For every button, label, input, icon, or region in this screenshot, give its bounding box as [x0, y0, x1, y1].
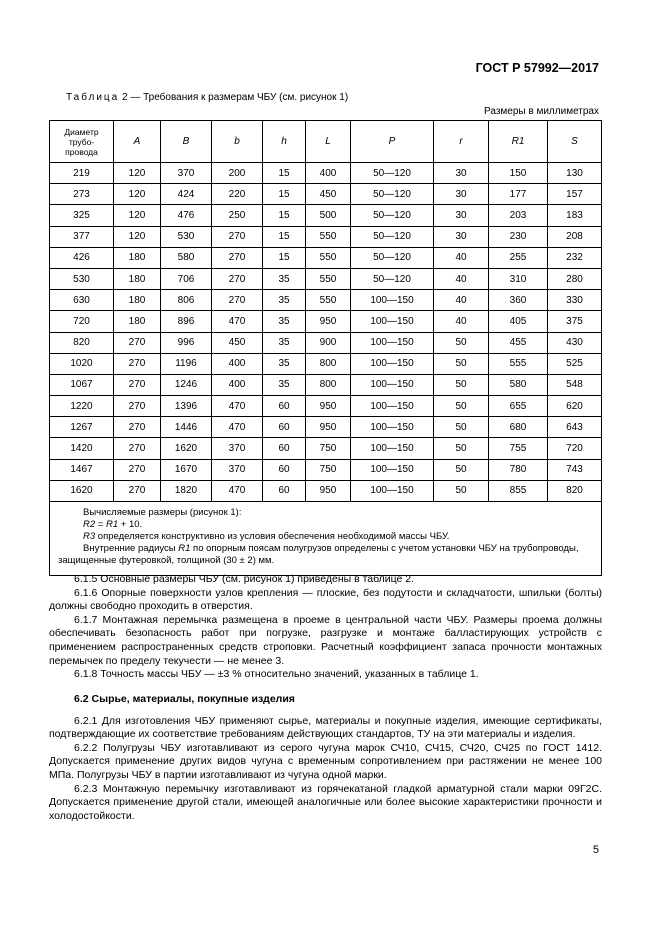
- table-cell: 1396: [161, 396, 212, 417]
- table-cell: 120: [114, 205, 161, 226]
- table-cell: 157: [548, 184, 602, 205]
- table-cell: 50—120: [351, 268, 434, 289]
- table-cell: 1467: [50, 459, 114, 480]
- section-6-1-paragraphs: [49, 573, 602, 682]
- table-cell: 50—120: [351, 226, 434, 247]
- table-row: [50, 353, 602, 374]
- table-cell: 405: [489, 311, 548, 332]
- table-cell: 50—120: [351, 205, 434, 226]
- table-cell: 230: [489, 226, 548, 247]
- table-cell: 400: [306, 163, 351, 184]
- table-cell: 580: [161, 247, 212, 268]
- table-caption-label: Таблица: [66, 92, 120, 103]
- table-cell: 800: [306, 353, 351, 374]
- table-caption-text: 2 — Требования к размерам ЧБУ (см. рисунок 1): [119, 92, 349, 103]
- table-cell: 450: [212, 332, 263, 353]
- table-cell: 40: [434, 290, 489, 311]
- table-cell: 555: [489, 353, 548, 374]
- header-col-b: b: [212, 121, 263, 163]
- table-caption: [66, 92, 348, 103]
- table-cell: 430: [548, 332, 602, 353]
- table-cell: 1067: [50, 374, 114, 395]
- table-cell: 255: [489, 247, 548, 268]
- table-cell: 270: [212, 226, 263, 247]
- note-line: Внутренние радиусы R1 по опорным поясам полугрузов определены с учетом установки ЧБУ на трубопроводы, защищенные футеровкой, толщиной (30 ± 2) мм.: [58, 543, 579, 566]
- table-row: [50, 438, 602, 459]
- table-row: [50, 374, 602, 395]
- note-line: R2 = R1 + 10.: [83, 519, 143, 530]
- table-cell: 200: [212, 163, 263, 184]
- paragraph-6-1-7: 6.1.7 Монтажная перемычка размещена в проеме в центральной части ЧБУ. Размеры проема должны обеспечивать безопасность работ при погрузке, разгрузке и монтаже балластирующих устройств с применением распространенных средств строповки. Расчетный коэффициент запаса прочности монтажных перемычек по пределу текучести — не менее 3.: [49, 613, 602, 667]
- table-cell: 35: [263, 353, 306, 374]
- table-cell: 950: [306, 417, 351, 438]
- table-cell: 60: [263, 459, 306, 480]
- table-cell: 360: [489, 290, 548, 311]
- table-cell: 530: [50, 268, 114, 289]
- table-cell: 550: [306, 247, 351, 268]
- header-col-R1: R1: [489, 121, 548, 163]
- header-col-B: B: [161, 121, 212, 163]
- document-code: ГОСТ Р 57992—2017: [475, 61, 599, 75]
- table-cell: 100—150: [351, 438, 434, 459]
- table-cell: 476: [161, 205, 212, 226]
- table-row: [50, 459, 602, 480]
- table-cell: 60: [263, 417, 306, 438]
- table-cell: 743: [548, 459, 602, 480]
- table-cell: 15: [263, 205, 306, 226]
- table-cell: 1820: [161, 480, 212, 501]
- section-heading-6-2: 6.2 Сырье, материалы, покупные изделия: [74, 693, 295, 705]
- table-cell: 1246: [161, 374, 212, 395]
- table-cell: 270: [114, 459, 161, 480]
- table-cell: 270: [114, 480, 161, 501]
- table-cell: 180: [114, 247, 161, 268]
- header-col-S: S: [548, 121, 602, 163]
- table-cell: 50: [434, 480, 489, 501]
- table-cell: 50: [434, 417, 489, 438]
- table-cell: 470: [212, 480, 263, 501]
- table-cell: 426: [50, 247, 114, 268]
- table-cell: 375: [548, 311, 602, 332]
- table-cell: 630: [50, 290, 114, 311]
- table-row: [50, 396, 602, 417]
- table-cell: 100—150: [351, 374, 434, 395]
- table-cell: 100—150: [351, 417, 434, 438]
- table-cell: 643: [548, 417, 602, 438]
- table-cell: 60: [263, 480, 306, 501]
- table-cell: 270: [212, 268, 263, 289]
- table-cell: 996: [161, 332, 212, 353]
- table-cell: 720: [548, 438, 602, 459]
- table-cell: 896: [161, 311, 212, 332]
- table-row: [50, 205, 602, 226]
- table-cell: 270: [114, 396, 161, 417]
- table-cell: 755: [489, 438, 548, 459]
- table-cell: 424: [161, 184, 212, 205]
- table-cell: 580: [489, 374, 548, 395]
- table-cell: 820: [50, 332, 114, 353]
- table-cell: 120: [114, 163, 161, 184]
- table-cell: 250: [212, 205, 263, 226]
- table-units: Размеры в миллиметрах: [484, 106, 599, 117]
- table-cell: 680: [489, 417, 548, 438]
- table-cell: 450: [306, 184, 351, 205]
- section-6-2: [49, 693, 602, 823]
- table-cell: 470: [212, 417, 263, 438]
- header-line: провода: [65, 146, 98, 157]
- table-cell: 273: [50, 184, 114, 205]
- table-cell: 900: [306, 332, 351, 353]
- table-cell: 120: [114, 184, 161, 205]
- paragraph-6-1-8: 6.1.8 Точность массы ЧБУ — ±3 % относительно значений, указанных в таблице 1.: [74, 668, 479, 681]
- note-line: R3 определяется конструктивно из условия обеспечения необходимой массы ЧБУ.: [83, 531, 450, 542]
- table-cell: 35: [263, 374, 306, 395]
- table-cell: 35: [263, 268, 306, 289]
- table-cell: 35: [263, 311, 306, 332]
- table-cell: 50—120: [351, 163, 434, 184]
- table-cell: 183: [548, 205, 602, 226]
- table-cell: 706: [161, 268, 212, 289]
- table-cell: 150: [489, 163, 548, 184]
- table-cell: 950: [306, 396, 351, 417]
- table-cell: 750: [306, 459, 351, 480]
- table-row: [50, 480, 602, 501]
- table-cell: 400: [212, 374, 263, 395]
- table-row: [50, 332, 602, 353]
- header-pipe-diameter: [50, 121, 114, 163]
- table-cell: 620: [548, 396, 602, 417]
- table-cell: 50—120: [351, 247, 434, 268]
- table-cell: 525: [548, 353, 602, 374]
- table-cell: 310: [489, 268, 548, 289]
- table-cell: 330: [548, 290, 602, 311]
- table-cell: 1220: [50, 396, 114, 417]
- table-notes-row: [50, 502, 602, 576]
- table-row: [50, 163, 602, 184]
- table-cell: 455: [489, 332, 548, 353]
- table-cell: 470: [212, 396, 263, 417]
- table-row: [50, 226, 602, 247]
- table-cell: 270: [212, 247, 263, 268]
- table-cell: 377: [50, 226, 114, 247]
- table-cell: 50: [434, 396, 489, 417]
- table-cell: 180: [114, 311, 161, 332]
- table-cell: 655: [489, 396, 548, 417]
- table-cell: 780: [489, 459, 548, 480]
- table-cell: 1420: [50, 438, 114, 459]
- paragraph-6-2-3: 6.2.3 Монтажную перемычку изготавливают из горячекатаной гладкой арматурной стали марки 09Г2С. Допускается применение другой стали, имеющей аналогичные или более высокие характеристики прочности и холодостойкости.: [49, 782, 602, 822]
- table-cell: 40: [434, 268, 489, 289]
- table-cell: 50: [434, 374, 489, 395]
- table-cell: 100—150: [351, 353, 434, 374]
- table-cell: 220: [212, 184, 263, 205]
- table-cell: 30: [434, 205, 489, 226]
- table-cell: 1620: [50, 480, 114, 501]
- table-cell: 180: [114, 290, 161, 311]
- table-cell: 100—150: [351, 459, 434, 480]
- table-cell: 15: [263, 226, 306, 247]
- table-header-row: [50, 121, 602, 163]
- table-cell: 370: [212, 459, 263, 480]
- page-number: 5: [592, 844, 599, 856]
- table-cell: 100—150: [351, 396, 434, 417]
- paragraph-6-2-2: 6.2.2 Полугрузы ЧБУ изготавливают из серого чугуна марок СЧ10, СЧ15, СЧ20, СЧ25 по ГОСТ 1412. Допускается применение других видов чугуна с временным сопротивлением при растяжении не менее 100 МПа. Полугрузы ЧБУ в партии изготавливают из чугуна одной марки.: [49, 741, 602, 781]
- table-cell: 1620: [161, 438, 212, 459]
- table-cell: 40: [434, 247, 489, 268]
- table-cell: 30: [434, 163, 489, 184]
- table-cell: 130: [548, 163, 602, 184]
- table-row: [50, 184, 602, 205]
- header-col-A: A: [114, 121, 161, 163]
- table-cell: 35: [263, 290, 306, 311]
- table-notes: [50, 502, 602, 576]
- header-col-r: r: [434, 121, 489, 163]
- table-cell: 30: [434, 184, 489, 205]
- table-cell: 270: [114, 417, 161, 438]
- table-cell: 50: [434, 332, 489, 353]
- table-cell: 750: [306, 438, 351, 459]
- table-row: [50, 290, 602, 311]
- table-row: [50, 417, 602, 438]
- header-col-P: P: [351, 121, 434, 163]
- table-cell: 950: [306, 480, 351, 501]
- table-cell: 50: [434, 353, 489, 374]
- table-cell: 325: [50, 205, 114, 226]
- table-cell: 177: [489, 184, 548, 205]
- table-cell: 1446: [161, 417, 212, 438]
- table-cell: 530: [161, 226, 212, 247]
- table-cell: 100—150: [351, 332, 434, 353]
- table-cell: 219: [50, 163, 114, 184]
- header-col-h: h: [263, 121, 306, 163]
- table-cell: 100—150: [351, 480, 434, 501]
- paragraph-6-2-1: 6.2.1 Для изготовления ЧБУ применяют сырье, материалы и покупные изделия, имеющие сертификаты, подтверждающие их соответствие требованиям действующих стандартов, ТУ на эти материалы и изделия.: [49, 714, 602, 741]
- table-cell: 15: [263, 184, 306, 205]
- table-cell: 370: [212, 438, 263, 459]
- table-cell: 370: [161, 163, 212, 184]
- paragraph-6-1-5: 6.1.5 Основные размеры ЧБУ (см. рисунок 1) приведены в таблице 2.: [74, 573, 415, 585]
- header-line: трубо-: [68, 136, 95, 147]
- dimensions-table: [49, 120, 602, 576]
- table-cell: 806: [161, 290, 212, 311]
- table-cell: 270: [114, 332, 161, 353]
- table-cell: 548: [548, 374, 602, 395]
- header-col-L: L: [306, 121, 351, 163]
- paragraph-6-1-6: 6.1.6 Опорные поверхности узлов крепления — плоские, без подутости и складчатости, шпильки (болты) должны свободно проходить в отверстия.: [49, 586, 602, 613]
- table-cell: 15: [263, 163, 306, 184]
- header-line: Диаметр: [64, 126, 99, 137]
- table-cell: 270: [114, 438, 161, 459]
- table-cell: 35: [263, 332, 306, 353]
- table-cell: 100—150: [351, 290, 434, 311]
- table-cell: 280: [548, 268, 602, 289]
- table-cell: 270: [114, 374, 161, 395]
- table-cell: 950: [306, 311, 351, 332]
- table-cell: 270: [114, 353, 161, 374]
- table-cell: 50: [434, 459, 489, 480]
- table-cell: 1020: [50, 353, 114, 374]
- table-row: [50, 311, 602, 332]
- table-cell: 50—120: [351, 184, 434, 205]
- note-line: Вычисляемые размеры (рисунок 1):: [83, 507, 242, 518]
- table-cell: 232: [548, 247, 602, 268]
- table-cell: 203: [489, 205, 548, 226]
- table-cell: 550: [306, 226, 351, 247]
- table-cell: 550: [306, 290, 351, 311]
- table-cell: 30: [434, 226, 489, 247]
- table-cell: 400: [212, 353, 263, 374]
- table-row: [50, 247, 602, 268]
- table-cell: 1670: [161, 459, 212, 480]
- table-cell: 208: [548, 226, 602, 247]
- table-cell: 15: [263, 247, 306, 268]
- table-cell: 800: [306, 374, 351, 395]
- table-cell: 100—150: [351, 311, 434, 332]
- table-cell: 120: [114, 226, 161, 247]
- table-cell: 40: [434, 311, 489, 332]
- table-cell: 550: [306, 268, 351, 289]
- table-cell: 855: [489, 480, 548, 501]
- table-cell: 50: [434, 438, 489, 459]
- table-cell: 720: [50, 311, 114, 332]
- table-row: [50, 268, 602, 289]
- table-cell: 270: [212, 290, 263, 311]
- table-cell: 60: [263, 396, 306, 417]
- table-cell: 820: [548, 480, 602, 501]
- table-cell: 1267: [50, 417, 114, 438]
- table-cell: 60: [263, 438, 306, 459]
- table-cell: 180: [114, 268, 161, 289]
- table-cell: 1196: [161, 353, 212, 374]
- table-cell: 500: [306, 205, 351, 226]
- table-cell: 470: [212, 311, 263, 332]
